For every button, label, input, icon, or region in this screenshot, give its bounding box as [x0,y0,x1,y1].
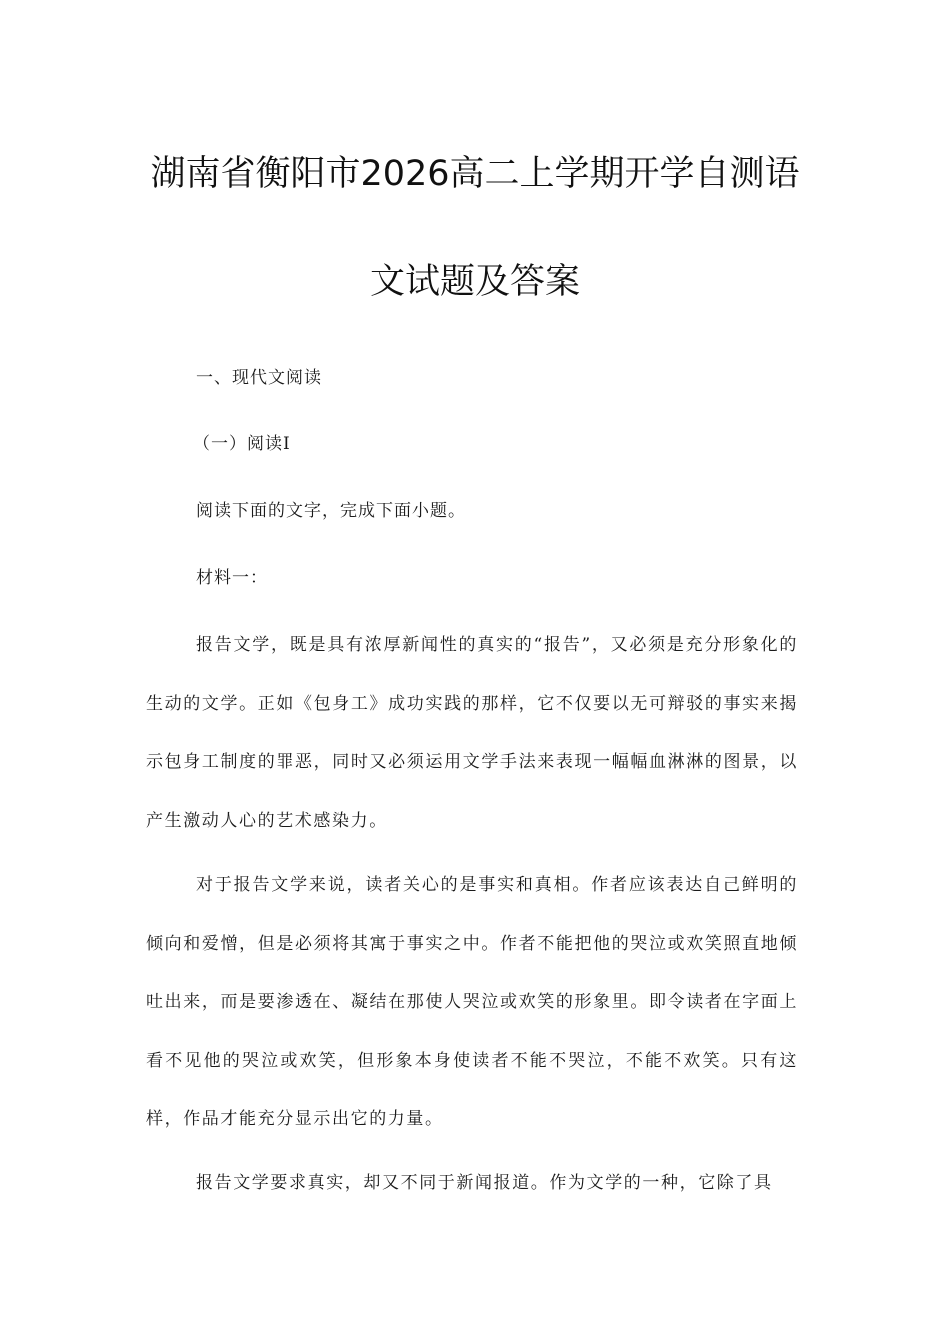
instruction-text: 阅读下面的文字，完成下面小题。 [196,501,466,521]
material-label: 材料一： [196,568,268,588]
document-title-line-1: 湖南省衡阳市2026高二上学期开学自测语 [150,154,800,194]
paragraph-1: 报告文学，既是具有浓厚新闻性的真实的“报告”，又必须是充分形象化的生动的文学。正如《包身工》成功实践的那样，它不仅要以无可辩驳的事实来揭示包身工制度的罪恶，同时又必须运用文学手法来表现一幅幅血淋淋的图景，以产生激动人心的艺术感染力。 [146,635,798,831]
paragraph-2: 对于报告文学来说，读者关心的是事实和真相。作者应该表达自己鲜明的倾向和爱憎，但是必须将其寓于事实之中。作者不能把他的哭泣或欢笑照直地倾吐出来，而是要渗透在、凝结在那使人哭泣或欢笑的形象里。即令读者在字面上看不见他的哭泣或欢笑，但形象本身使读者不能不哭泣，不能不欢笑。只有这样，作品才能充分显示出它的力量。 [146,875,798,1129]
subsection-heading: （一）阅读I [193,434,291,454]
document-title-line-2: 文试题及答案 [369,262,580,302]
section-heading: 一、现代文阅读 [196,368,322,388]
paragraph-3: 报告文学要求真实，却又不同于新闻报道。作为文学的一种，它除了具 [196,1173,773,1193]
